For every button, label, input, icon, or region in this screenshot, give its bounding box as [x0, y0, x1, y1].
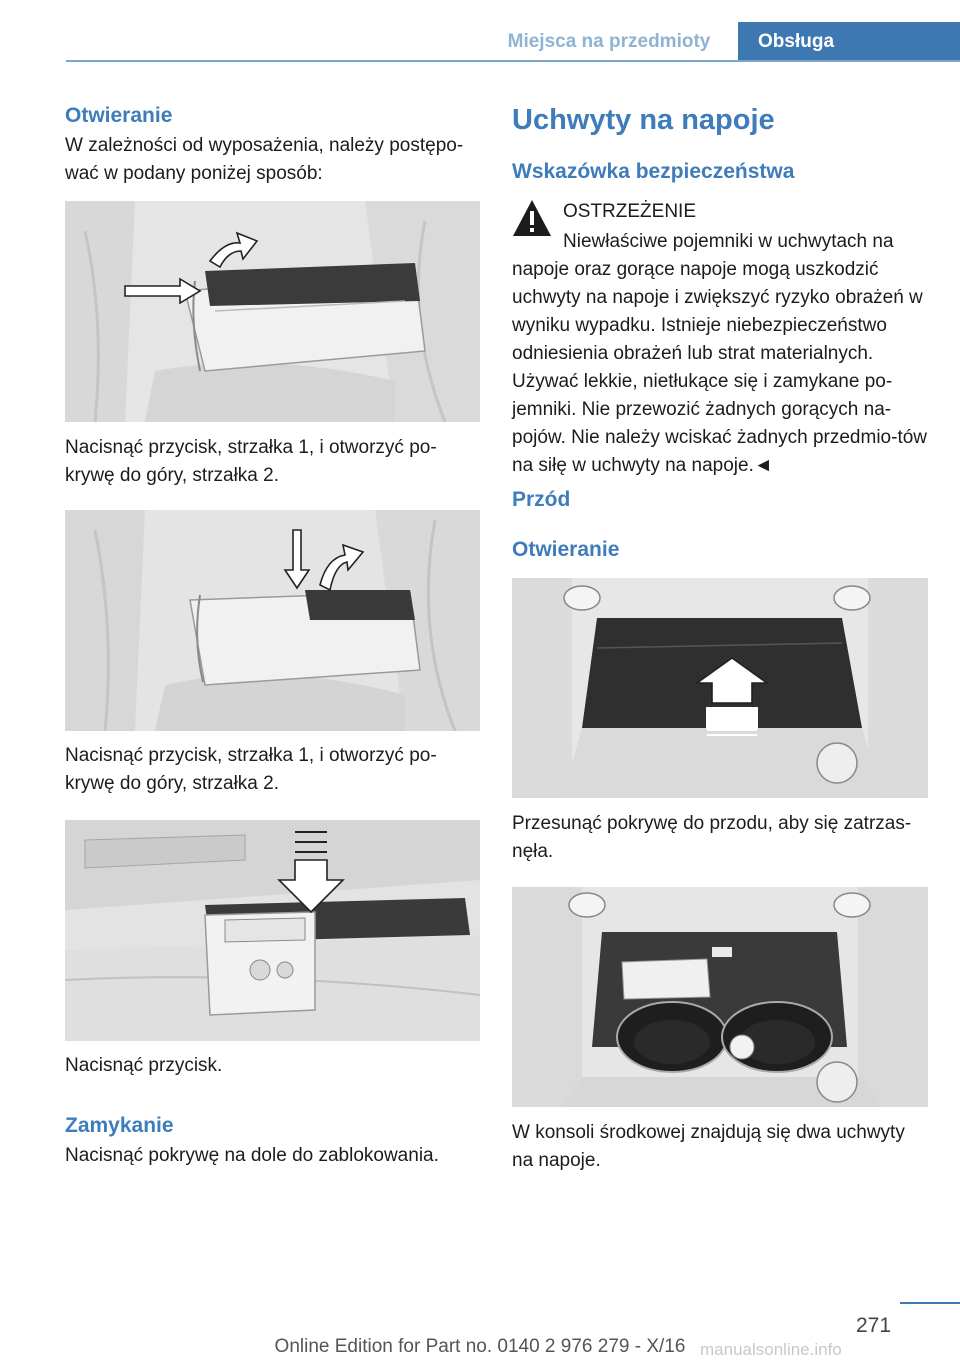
- safety-heading: Wskazówka bezpieczeństwa: [512, 160, 795, 183]
- front-open-heading: Otwieranie: [512, 538, 620, 561]
- warning-body: napoje oraz gorące napoje mogą uszkodzić uchwyty na napoje i zwiększyć ryzyko obrażeń w wyniku wypadku. Istnieje niebezpieczeństwo odniesienia obrażeń lub strat materialnych. Używać lekkie, nietłukące się i zamykane po-jemniki. Nie przewozić żadnych gorących na-pojów. Nie należy wciskać żadnych przedmio-tów na siłę w uchwyty na napoje.◄: [512, 259, 928, 476]
- page-number: 271: [856, 1314, 892, 1337]
- right-title: Uchwyty na napoje: [512, 104, 775, 136]
- footer-divider: [900, 1302, 960, 1304]
- warning-icon: [512, 199, 552, 237]
- cupholders-figure: [512, 887, 928, 1107]
- header-tab: Obsługa: [738, 22, 960, 62]
- armrest-figure-2: [65, 510, 480, 731]
- header-divider: [66, 60, 960, 62]
- left-close-text: Nacisnąć pokrywę na dole do zablokowania.: [65, 1145, 439, 1166]
- watermark: manualsonline.info: [700, 1340, 842, 1359]
- cupholder-cover-figure: [512, 578, 928, 798]
- right-caption-1: Przesunąć pokrywę do przodu, aby się zatrzas-nęła.: [512, 813, 912, 862]
- left-open-intro: W zależności od wyposażenia, należy postępo-wać w podany poniżej sposób:: [65, 135, 464, 184]
- left-close-title: Zamykanie: [65, 1114, 174, 1137]
- left-open-title: Otwieranie: [65, 104, 173, 127]
- footer-edition: Online Edition for Part no. 0140 2 976 279 - X/16: [274, 1336, 686, 1357]
- armrest-figure-3: [65, 820, 480, 1041]
- left-caption-3: Nacisnąć przycisk.: [65, 1055, 223, 1076]
- left-caption-1: Nacisnąć przycisk, strzałka 1, i otworzyć po-krywę do góry, strzałka 2.: [65, 437, 437, 486]
- left-caption-2: Nacisnąć przycisk, strzałka 1, i otworzyć po-krywę do góry, strzałka 2.: [65, 745, 437, 794]
- header-section-title: Miejsca na przedmioty: [507, 31, 711, 52]
- warning-label: OSTRZEŻENIE: [563, 201, 697, 222]
- front-heading: Przód: [512, 488, 571, 511]
- right-caption-2: W konsoli środkowej znajdują się dwa uchwyty na napoje.: [512, 1122, 905, 1171]
- warning-first-line: Niewłaściwe pojemniki w uchwytach na: [563, 231, 894, 252]
- armrest-figure-1: [65, 201, 480, 422]
